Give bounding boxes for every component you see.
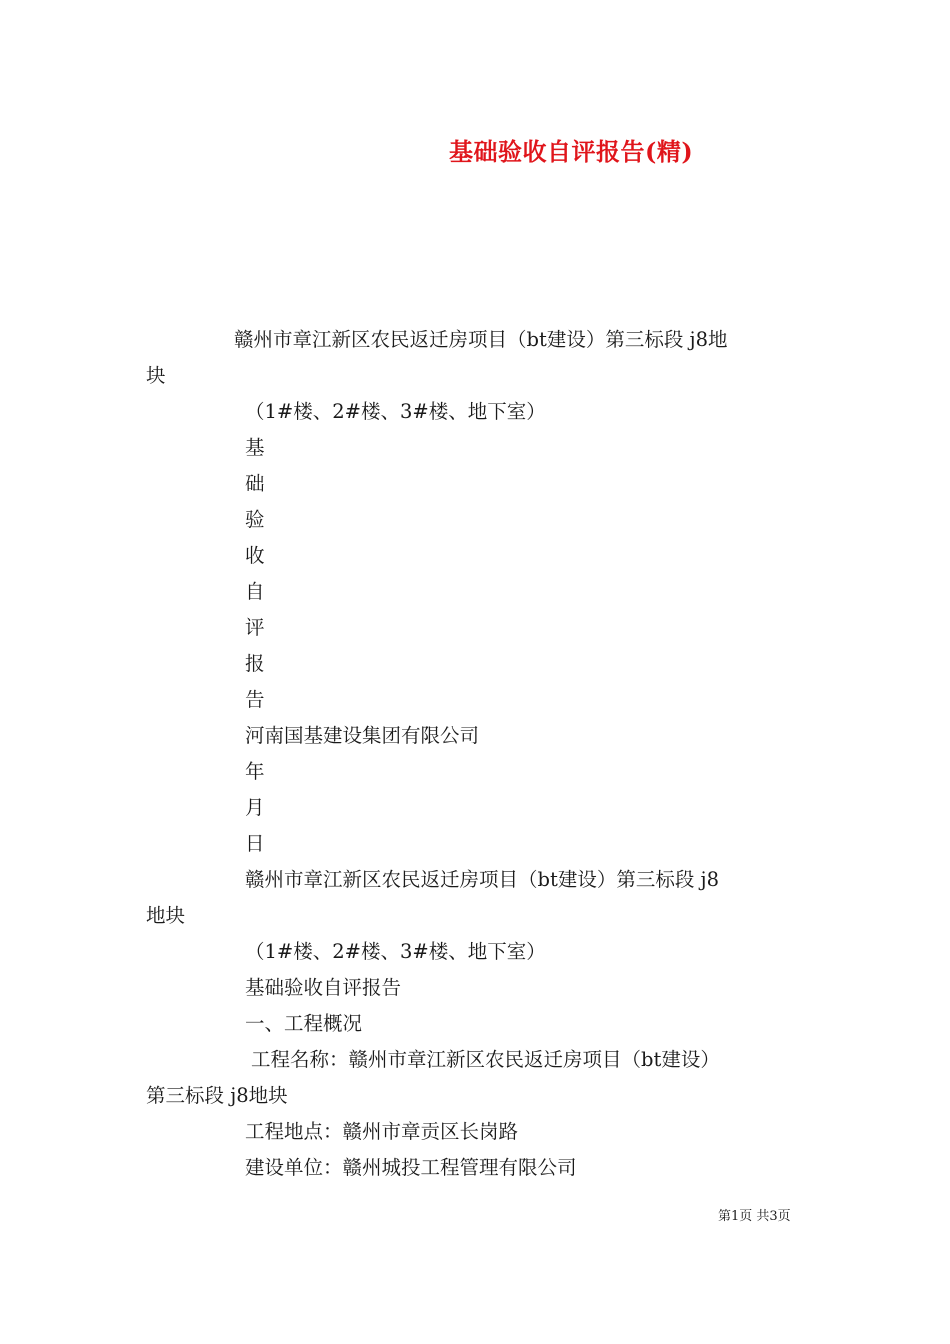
- vertical-title-char: 自: [245, 580, 265, 603]
- cover-project-line-1: 赣州市章江新区农民返迁房项目（bt建设）第三标段 j8地: [234, 328, 728, 351]
- vertical-title-char: 基: [245, 436, 265, 459]
- vertical-title-char: 础: [245, 472, 265, 495]
- body-project-line-2: 地块: [146, 904, 186, 927]
- report-title: 基础验收自评报告: [245, 976, 402, 999]
- page-number-footer: 第1页 共3页: [718, 1209, 791, 1224]
- document-body: [146, 322, 808, 1186]
- project-name-line-1: 工程名称：赣州市章江新区农民返迁房项目（bt建设）: [251, 1048, 720, 1071]
- vertical-title-char: 评: [245, 616, 265, 639]
- section-heading-overview: 一、工程概况: [245, 1012, 363, 1035]
- vertical-title-char: 报: [245, 652, 265, 675]
- company-name: 河南国基建设集团有限公司: [245, 724, 480, 747]
- cover-buildings: （1#楼、2#楼、3#楼、地下室）: [245, 400, 546, 423]
- vertical-title-char: 验: [245, 508, 265, 531]
- project-name-line-2: 第三标段 j8地块: [146, 1084, 288, 1107]
- construction-unit: 建设单位：赣州城投工程管理有限公司: [245, 1156, 577, 1179]
- date-day-char: 日: [245, 832, 265, 855]
- body-buildings: （1#楼、2#楼、3#楼、地下室）: [245, 940, 546, 963]
- cover-project-line-2: 块: [146, 364, 166, 387]
- body-project-line-1: 赣州市章江新区农民返迁房项目（bt建设）第三标段 j8: [245, 868, 719, 891]
- document-title: 基础验收自评报告(精): [449, 137, 694, 166]
- vertical-title-char: 收: [245, 544, 265, 567]
- date-year-char: 年: [245, 760, 265, 783]
- date-month-char: 月: [245, 796, 265, 819]
- project-location: 工程地点：赣州市章贡区长岗路: [245, 1120, 519, 1143]
- vertical-title-char: 告: [245, 688, 265, 711]
